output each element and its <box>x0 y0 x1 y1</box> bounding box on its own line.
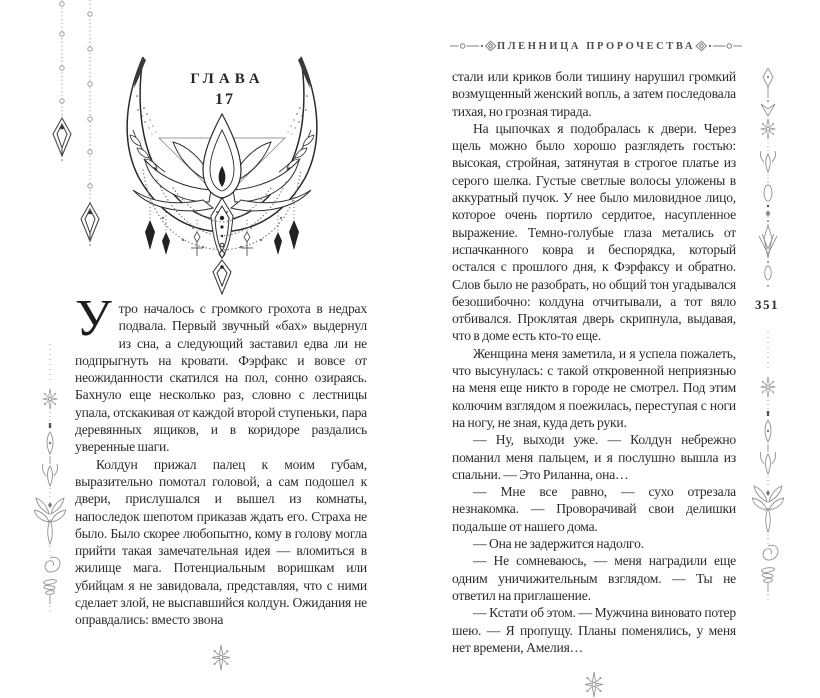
paragraph: — Мне все равно, — сухо отрезала незнакомка. — Проворачивай свои делишки подальше от нашего дома. <box>452 484 736 534</box>
header-flourish-right-icon <box>695 39 742 53</box>
running-title: ПЛЕННИЦА ПРОРОЧЕСТВА <box>496 40 696 52</box>
paragraph: стали или криков боли тишину нарушил громкий возмущенный женский вопль, а затем последовала тихая, но грозная тирада. <box>452 69 736 119</box>
right-page-column <box>452 68 736 698</box>
hanging-chains-ornament-icon <box>45 0 105 250</box>
unalome-ornament-right-icon <box>752 332 784 604</box>
paragraph: — Кстати об этом. — Мужчина виновато потер шею. — Я пропущу. Планы поменялись, у меня нет времени, Амелия… <box>452 605 736 655</box>
page-number: 351 <box>755 297 779 312</box>
header-flourish-left-icon <box>450 39 497 53</box>
paragraph: — Ну, выходи уже. — Колдун небрежно поманил меня пальцем, и я послушно вышла из спальни. — Это Риланна, она… <box>452 432 736 482</box>
chapter-end-star-icon <box>210 644 232 671</box>
paragraph: Женщина меня заметила, и я успела пожалеть, что высунулась: с такой откровенной неприязнью на меня еще никто в городе не смотрел. Под этим колючим взглядом я поежилась, переступая с ноги на ногу, не зная, куда деть руки. <box>452 345 736 430</box>
paragraph: — Не сомневаюсь, — меня наградили еще одним уничижительным взглядом. — Ты не ответил на приглашение. <box>452 553 736 603</box>
chapter-number: 17 <box>215 91 235 108</box>
paragraph: Колдун прижал палец к моим губам, выразительно помотал головой, а сам подошел к двери, прислушался и вышел из комнаты, напоследок шепотом приказав ждать его. Страха не было. Было скорее любопытно, кому в голову могла прийти такая замечательная идея — вломиться в жилище мага. Потенциальным воришкам или убийцам я не завидовала, представляя, что с ними сделает злой, не выспавшийся колдун. Ожидания не оправдались: вместо звона <box>75 456 367 628</box>
left-page-column <box>75 290 367 671</box>
chapter-heading <box>103 50 347 296</box>
margin-ornament-right-icon <box>754 68 782 296</box>
chapter-end-star-icon <box>583 671 605 698</box>
paragraph: Утро началось с громкого грохота в недрах подвала. Первый звучный «бах» выдернул из сна, а следующий заставил едва ли не подпрыгнуть на кровати. Фэрфакс и вовсе от неожиданности скатился на пол, сонно озираясь. Бахнуло еще несколько раз, словно с лестницы упала, отскакивая от каждой второй ступеньки, пара деревянных ящиков, и в коридоре раздались уверенные шаги. <box>75 290 367 455</box>
unalome-ornament-left-icon <box>34 344 66 616</box>
running-header <box>450 38 742 54</box>
paragraph: — Она не задержится надолго. <box>473 536 644 552</box>
paragraph: На цыпочках я подобралась к двери. Через щель можно было хорошо разглядеть гостью: высокая, стройная, затянутая в строгое платье из серого шелка. Густые светлые волосы уложены в аккуратный пучок. У нее было миловидное лицо, которое очень портило сердитое, насупленное выражение. Темно-голубые глаза метались от испачканного ковра и беспорядка, который остался с прошлого дня, к Фэрфаксу и обратно. Слов было не разобрать, но общий тон угадывался безошибочно: колдуна отчитывали, а тот вяло отбивался. Проклятая дверь скрипнула, выдавая, что в доме есть кто-то еще. <box>452 120 736 344</box>
drop-cap: У <box>75 290 112 347</box>
chapter-label: ГЛАВА <box>190 71 265 87</box>
